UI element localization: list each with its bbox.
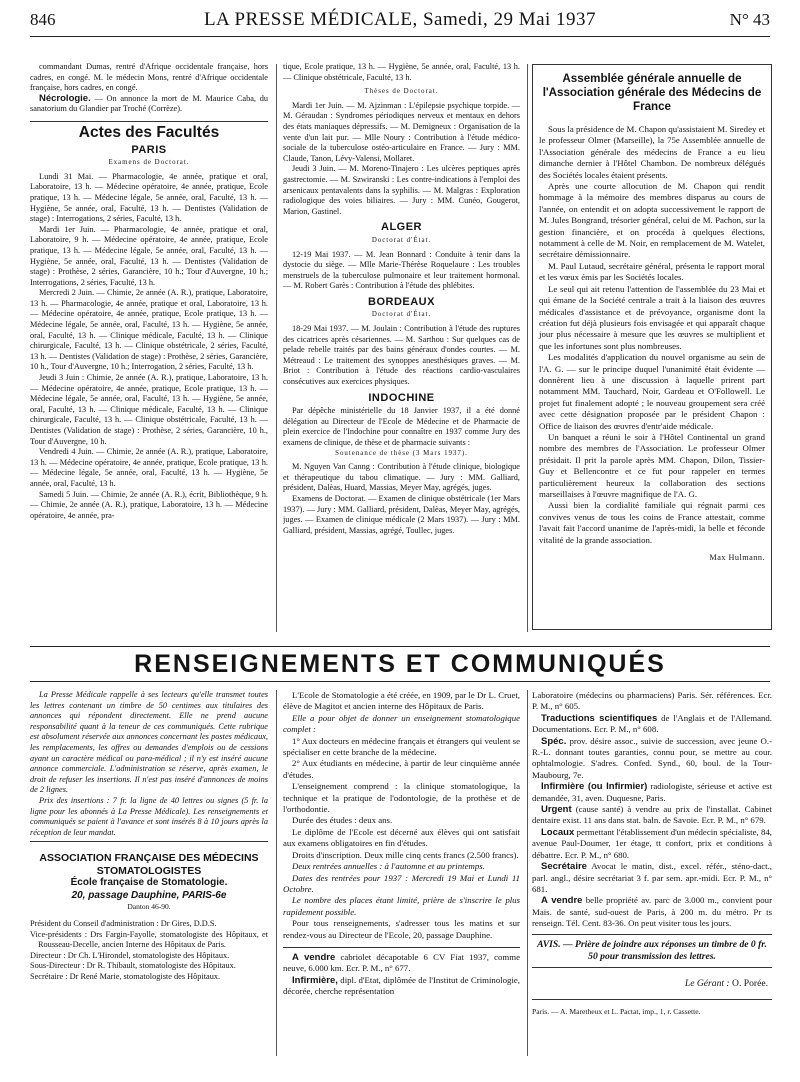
gerant-line [532,978,772,989]
gerant-name: O. Porée. [732,977,768,989]
school-paragraph: Dates des rentrées pour 1937 : Mercredi 19 Mai et Lundi 11 Octobre. [283,872,520,894]
section-title-faculties: Actes des Facultés [78,123,220,141]
ad-label: Urgent [541,804,572,816]
page-header [30,8,770,37]
assembly-title: Assemblée générale annuelle de l'Association générale des Médecins de France [542,72,762,113]
alger-paragraph: 12-19 Mai 1937. — M. Jean Bonnard : Conduite à tenir dans la dystocie du siège. — Mlle Marie-Thérèse Roquelaure : Les troubles menstruels de la tuberculose pulmonaire et leur traitement hormonal. — M. Robert Garès : Contribution à l'étude des phlébites. [283,249,520,291]
bordeaux-paragraph: 18-29 Mai 1937. — M. Joulain : Contribution à l'étude des ruptures des cicatrices après césariennes. — M. Sarthou : Sur quelques cas de pelade rebelle traités par des bains généraux d'ondes courtes. — M. Métreaud : Le traitement des synoppes anesthésiques graves. — M. Briot : Contribution à l'étude des réactions cardio-vasculaires consécutives aux exercices physiques. [283,324,520,387]
column-school [283,690,520,1062]
ad-text: de l'Anglais et de l'Allemand. Documentations. Ecr. P. M., n° 608. [532,712,772,735]
school-paragraph: Le nombre des places étant limité, prière de s'inscrire le plus rapidement possible. [283,895,520,917]
assembly-paragraph: M. Paul Lutaud, secrétaire général, présenta le rapport moral et les vœux émis par les Sociétés locales. [539,260,765,283]
ad-text: cabriolet décapotable 6 CV Fiat 1937, comme neuve, 6.000 km. Ecr. P. M., n° 677. [283,951,520,974]
school-paragraph: 2° Aux étudiants en médecine, à partir de leur cinquième année d'études. [283,758,520,780]
indochine-paragraph: M. Nguyen Van Canng : Contribution à l'étude clinique, biologique et thérapeutique du tabou climatique. — Jury : MM. Galliard, président, Dalèas, Huard, Massias, Meyer May, agrégés, juges. [283,462,520,493]
school-paragraph: L'enseignement comprend : la clinique stomatologique, la technique et la pratique de l'odontologie, de la prothèse et de l'orthodontie. [283,781,520,815]
indochine-subtitle: Soutenance de thèse (3 Mars 1937). [335,449,468,457]
ad-text: radiologiste, sérieuse et active est demandée, 31, aven. Duquesne, Paris. [532,781,772,803]
school-paragraph: 1° Aux docteurs en médecine français et étrangers qui veulent se spécialiser en cette branche de la médecine. [283,735,520,758]
continued-paragraph: tique, Ecole pratique, 13 h. — Hygiène, 5e année, oral, Faculté, 13 h. — Clinique obstétricale, Faculté, 13 h. [283,62,520,82]
school-title: École française de Stomatologie. [70,877,228,889]
assembly-paragraph: Les modalités d'application du nouvel organisme au sein de l'A. G. — sur le principe duquel l'unanimité était évidente — donnèrent lieu à une discussion à laquelle prirent part notamment MM. Tauchard, Noir, Gardeau et O'Followell. Le projet fut finalement adopté ; le nouveau groupement sera créé avec cette désignation proposée par le président Chapon : Office de liaison des œuvres d'entr'aide médicale. [539,352,765,431]
staff-entry: Secrétaire : Dr René Marie, stomatologiste des Hôpitaux. [30,971,221,981]
necrology-text: — On annonce la mort de M. Maurice Caba, du sanatorium du Glandier par Troché (Corrèze). [30,93,268,114]
ad-text: permettant l'établissement d'un médecin spécialiste, 84, avenue Paul-Doumer, 1er étage, tt confort, prix et conditions à débattre. Ecr. P. M., n° 680. [532,826,772,860]
school-paragraph: Durée des études : deux ans. [292,815,393,826]
ad-text: Avocat le matin, dist., excel. référ., sténo-dact., parl. angl., désire secrétariat 3 f. par sem. apr.-midi. Ecr. P. M., n° 681. [532,861,772,894]
column-assembly [532,66,772,626]
assembly-paragraph: Après une courte allocution de M. Chapon qui rendit hommage à la mémoire des membres disparus au cours de l'année, on entendit et on adopta successivement le rapport de M. Jules Bongrand, trésorier général, celui de M. Pachon, sur la gestion financière, et on procéda à quelques élections, notamment à celle de M. Noir, en remplacement de M. Watelet, secrétaire démissionnaire. [539,181,765,260]
avis-notice: AVIS. — Prière de joindre aux réponses un timbre de 0 fr. 50 pour transmission des lettres. [532,934,772,968]
staff-entry: Président du Conseil d'administration : Dr Gires, D.D.S. [30,918,217,928]
city-paris: PARIS [131,143,167,156]
assembly-paragraph: Un banquet a réuni le soir à l'Hôtel Continental un grand nombre des membres de l'Association. Le professeur Olmer présidait. Il prit la parole après MM. Chapon, Dilon, Tissier-Guy et Bellencontre et ce fut pour rappeler en termes particulièrement heureux la collaboration des sections marseillaises à l'œuvre magnifique de l'A. G. [539,431,765,499]
classified-ad [532,713,772,736]
school-paragraph: Pour tous renseignements, s'adresser tous les matins et sur rendez-vous au Directeur de l'Ecole, 20, passage Dauphine. [283,918,520,940]
assembly-paragraph: Sous la présidence de M. Chapon qu'assistaient M. Siredey et le professeur Olmer (Marseille), la 75e Assemblée annuelle de l'Association générale des médecins de France a eu lieu dimanche dernier à l'Hôtel Chambon. De nombreux délégués des Sociétés locales étaient présents. [539,124,765,180]
notice-paragraph: La Presse Médicale rappelle à ses lecteurs qu'elle transmet toutes les lettres contenant un timbre de 50 centimes aux titulaires des annonces qui répondent directement. Elle ne prend aucune responsabilité quant à la teneur de ces communiqués. Cette rubrique est absolument réservée aux annonces concernant les postes médicaux, les remplacements, les offres ou demandes d'emplois ou de cessions ayant un caractère médical ou para-médical ; il n'y est inséré aucune annonce commerciale. L'administration se réserve, après examen, le droit de refuser les insertions. Il n'est pas inséré d'annonces de moins de 2 lignes. [30,690,268,795]
bordeaux-subtitle: Doctorat d'État. [371,311,432,319]
column-notice [30,690,268,1062]
column-classifieds [532,690,772,1062]
ad-label: Secrétaire [541,861,587,873]
column-theses [283,62,520,632]
journal-title: LA PRESSE MÉDICALE, Samedi, 29 Mai 1937 [203,9,597,30]
renseignements-header: RENSEIGNEMENTS ET COMMUNIQUÉS [30,646,770,682]
ad-text: dipl. d'Etat, diplômée de l'Institut de Criminologie, décorée, cherche représentation [283,974,520,997]
school-paragraph: Elle a pour objet de donner un enseignement stomatologique complet : [283,712,520,735]
school-paragraph: Deux rentrées annuelles : à l'automne et au printemps. [292,861,485,872]
necrology [30,94,268,115]
classified-ad [532,736,772,782]
ad-text: (cause santé) à vendre au prix de l'installat. Cabinet dentaire exist. 11 ans dans stat. baln. de Savoie. Ecr. P. M., n° 679. [532,804,772,826]
issue-number: N° 43 [729,10,770,29]
exam-day: Samedi 5 Juin. — Chimie, 2e année (A. R.), écrit, Bibliothèque, 9 h. — Chimie, 2e année (A. R.), pratique, Laboratoire, 13 h. — Médecine opératoire, 4e année, pra- [30,489,268,520]
exam-day: Mardi 1er Juin. — Pharmacologie, 4e année, pratique et oral, Laboratoire, 9 h. — Médecine opératoire, 4e année, pratique, Ecole pratique, 13 h. — Médecine légale, 5e année, oral, Faculté, 13 h. — Hygiène, 5e année, oral, Faculté, 13 h. — Dentistes (Validation de stage) : Prothèse, 2 séries, Garancière, 10 h.; Tour d'Auvergne, 10 h.; Interrogations, 2 séries, Faculté, 13 h. [30,224,268,287]
exam-day: Mercredi 2 Juin. — Chimie, 2e année (A. R.), pratique, Laboratoire, 13 h. — Pharmacologie, 4e année, pratique et oral, Laboratoire, 13 h. — Médecine opératoire, 4e année, pratique, Ecole pratique, 13 h. — Médecine légale, 5e année, oral, Faculté, 13 h. — Hygiène, 5e année, oral, Faculté, 13 h. — Clinique médicale, Faculté, 13 h. — Clinique chirurgicale, Faculté, 13 h. — Clinique obstétricale, 2 séries, Faculté, 13 h. — Dentistes (Validation de stage) : Prothèse, 2 séries, Garancière, 10 h., Tour d'Auvergne, 10 h.; Interrogation, 2 séries, Faculté, 13 h. [30,288,268,372]
ad-label: A vendre [541,895,583,907]
school-phone: Danton 46-90. [127,902,171,912]
staff-entry: Directeur : Dr Ch. L'Hirondel, stomatologiste des Hôpitaux. [30,950,230,960]
region-indochine: INDOCHINE [368,391,435,404]
ad-label: A vendre [292,951,336,963]
staff-entry: Sous-Directeur : Dr R. Thibault, stomatologiste des Hôpitaux. [30,961,236,971]
classified-ad [532,781,772,804]
classified-ad [283,952,520,975]
city-bordeaux: BORDEAUX [368,295,435,308]
ad-label: Traductions scientifiques [541,712,658,724]
page-number: 846 [30,10,56,29]
tarif-paragraph: Prix des insertions : 7 fr. la ligne de 40 lettres ou signes (5 fr. la ligne pour les abonnés à La Presse Médicale). Les renseignements et communiqués se paient à l'avance et sont insérés 8 à 10 jours après la réception de leur mandat. [30,796,268,842]
author-signature: Max Hulmann. [709,553,765,563]
column-divider [527,690,528,1056]
classified-ad [532,827,772,861]
indochine-paragraph: Par dépêche ministérielle du 18 Janvier 1937, il a été donné délégation au Directeur de l'Ecole de Médecine et de Pharmacie de plein exercice de l'Indochine pour connaître en 1937 comme Jury des examens de clinique, de thèse et de pharmacie suivants : [283,406,520,447]
printer-line: Paris. — A. Maretheux et L. Pactat, imp., 1, r. Cassette. [532,999,772,1017]
exam-title: Examens de Doctorat. [108,159,190,167]
school-paragraph: L'Ecole de Stomatologie a été créée, en 1909, par le Dr L. Cruet, élève de Magitot et ancien interne des Hôpitaux de Paris. [283,690,520,712]
ad-continued: Laboratoire (médecins ou pharmaciens) Paris. Sér. références. Ecr. P. M., n° 605. [532,690,772,712]
ad-label: Infirmière, [292,974,338,986]
ad-label: Spéc. [541,735,567,747]
classified-ad [532,804,772,827]
gerant-label: Le Gérant : [684,977,730,989]
assembly-paragraph: Aussi bien la cordialité familiale qui régnait parmi ces convives venus de tous les coins de France attestait, comme l'avait fait l'accord unanime de l'après-midi, la belle et féconde vitalité de la grande association. [539,500,765,545]
classified-ad [532,861,772,895]
necrology-label: Nécrologie. [39,92,91,104]
ad-text: prov. désire assoc., suivie de succession, avec jeune O.-R.-L. donnant toutes garanties, connu pour, se mettre au cour. ophtalmologie. S'adres. Confed. Synd., 60, boul. de la Tour-Maubourg, 7e. [532,735,772,780]
column-divider [527,64,528,632]
exam-day: Jeudi 3 Juin : Chimie, 2e année (A. R.), pratique, Laboratoire, 13 h. — Médecine opératoire, 4e année, pratique, Ecole pratique, 13 h. — Médecine légale, 5e année, oral, Faculté, 13 h. — Hygiène, 5e année, oral, Faculté, 13 h. — Clinique médicale, Faculté, 13 h. — Clinique chirurgicale, Faculté, 13 h. — Clinique obstétricale, Faculté, 13 h. — Dentistes (Validation de stage) : Prothèse, 2 séries, Garancière, 10 h., Tour d'Auvergne, 10 h. [30,373,268,446]
assembly-paragraph: Le seul qui ait retenu l'attention de l'assemblée du 23 Mai et qui émane de la Société centrale a trait à la liaison des œuvres médicales d'assistance et de prévoyance, organisme dont la création fut déjà plusieurs fois envisagée et qui apparaît chaque jour plus nécessaire à mesure que les œuvres se multiplient et que les infortunes sont plus nombreuses. [539,283,765,351]
theses-title: Thèses de Doctorat. [364,88,439,96]
exam-day: Vendredi 4 Juin. — Chimie, 2e année (A. R.), pratique, Laboratoire, 13 h. — Médecine opératoire, 4e année, pratique, Ecole pratique, 13 h. — Médecine légale, 5e année, oral, Faculté, 13 h. — Hygiène, 5e année, oral, Faculté, 13 h. [30,447,268,488]
school-address: 20, passage Dauphine, PARIS-6e [71,889,227,901]
staff-entry: Vice-présidents : Drs Fargin-Fayolle, stomatologiste des Hôpitaux, et Rousseau-Decelle, ancien Interne des Hôpitaux de Paris. [30,929,268,950]
school-paragraph: Droits d'inscription. Deux mille cinq cents francs (2.500 francs). [292,849,519,860]
column-faculties [30,62,268,632]
indochine-paragraph: Examens de Doctorat. — Examen de clinique obstétricale (1er Mars 1937). — Jury : MM. Galliard, président, Dalèas, Meyer May, agrégés, juges. — Examen de clinique médicale (2 Mars 1937). — Jury : MM. Galliard, président, Massias, agrégé, Toullec, juges. [283,493,520,535]
thesis-entry: Jeudi 3 Juin. — M. Moreno-Tinajero : Les ulcères peptiques après gastrectomie. — M. Szwiranski : Les contre-indications à l'emploi des arsenicaux pentavalents dans la syphilis. — M. Malgras : Exploration radiologique des voies biliaires. — Jury : MM. Cunéo, Gougerot, Marion, Gastinel. [283,164,520,216]
classified-ad [532,895,772,929]
alger-subtitle: Doctorat d'État. [371,236,432,244]
school-paragraph: Le diplôme de l'Ecole est décerné aux élèves qui ont satisfait aux examens obligatoires en fin d'études. [283,826,520,849]
classified-ad [283,975,520,998]
ad-text: belle propriété av. parc de 3.000 m., convient pour Mais. de santé, sud-ouest de Paris, à 200 m. du métro. Pr ts renseign. Tél. Cent. 83-36. On peut visiter tous les jours. [532,895,772,929]
association-title: ASSOCIATION FRANÇAISE DES MÉDECINS STOMATOLOGISTES [39,852,259,877]
column-divider [276,64,277,632]
city-alger: ALGER [381,221,422,234]
ad-label: Infirmière (ou Infirmier) [541,781,648,793]
intro-paragraph: commandant Dumas, rentré d'Afrique occidentale française, hors cadres, en congé. M. le médecin Mons, rentré d'Afrique occidentale française, hors cadres, en congé. [30,62,268,93]
column-divider [276,690,277,1056]
thesis-entry: Mardi 1er Juin. — M. Ajzinman : L'épilepsie psychique torpide. — M. Géraudan : Syndromes périodiques nerveux et mentaux en dehors des états maniaques dépressifs. — M. Demigneux : Organisation de la vente d'un lait pur. — Mlle Noury : Contribution à l'étude médico-sociale de la tuberculose ostéo-articulaire en France. — Jury : MM. Claude, Tanon, Lévy-Valensi, Mollaret. [283,100,520,163]
ad-label: Locaux [541,826,575,838]
exam-day: Lundi 31 Mai. — Pharmacologie, 4e année, pratique et oral, Laboratoire, 13 h. — Médecine opératoire, 4e année, pratique, Ecole pratique, 13 h. — Médecine légale, 5e année, oral, Faculté, 13 h. — Hygiène, 5e année, oral, Faculté, 13 h. — Dentistes (Validation de stage) : Interrogations, 2 séries, Faculté, 13 h. [30,171,268,224]
